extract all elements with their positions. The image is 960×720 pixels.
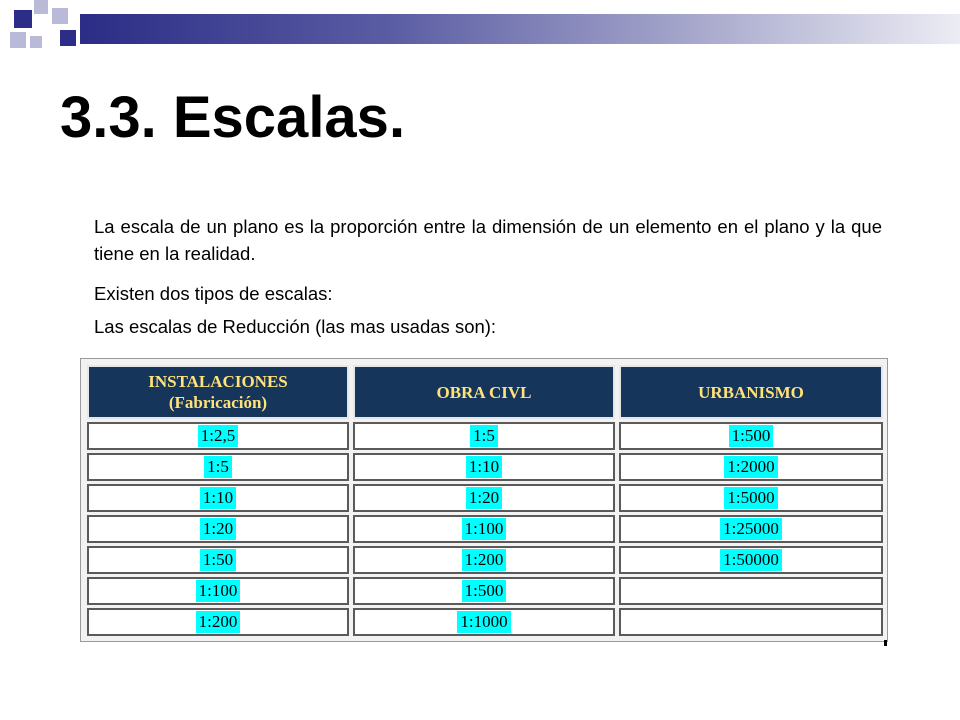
table-cell-obra-civil [353, 608, 615, 636]
scale-value: 1:10 [200, 487, 236, 509]
table-cell-urbanismo [619, 422, 883, 450]
table-cell-instalaciones [87, 515, 349, 543]
scale-value: 1:5 [470, 425, 498, 447]
scale-value: 1:500 [462, 580, 507, 602]
table-cell-obra-civil [353, 422, 615, 450]
definition-paragraph: La escala de un plano es la proporción entre la dimensión de un elemento en el plano y la que tiene en la realidad. [94, 216, 882, 264]
scale-value: 1:200 [462, 549, 507, 571]
table-cell-instalaciones [87, 453, 349, 481]
corner-square-3 [52, 8, 68, 24]
reduction-paragraph: Las escalas de Reducción (las mas usadas son): [94, 316, 497, 337]
scale-value: 1:1000 [457, 611, 510, 633]
table-cell-urbanismo [619, 577, 883, 605]
header-gradient-bar [80, 14, 960, 44]
table-cell-urbanismo [619, 515, 883, 543]
scale-value: 1:500 [729, 425, 774, 447]
scale-value: 1:5000 [724, 487, 777, 509]
corner-square-2 [34, 0, 48, 14]
table-cell-obra-civil [353, 453, 615, 481]
corner-square-4 [10, 32, 26, 48]
scale-value: 1:20 [466, 487, 502, 509]
types-paragraph: Existen dos tipos de escalas: [94, 283, 333, 304]
corner-square-6 [60, 30, 76, 46]
table-cell-urbanismo [619, 453, 883, 481]
scales-table [80, 358, 888, 642]
table-cell-obra-civil [353, 484, 615, 512]
table-cell-urbanismo [619, 484, 883, 512]
table-cell-obra-civil [353, 546, 615, 574]
table-cell-instalaciones [87, 608, 349, 636]
table-cell-instalaciones [87, 546, 349, 574]
corner-square-1 [14, 10, 32, 28]
table-cell-instalaciones [87, 422, 349, 450]
slide-title: 3.3. Escalas. [60, 85, 406, 150]
scale-value: 1:200 [196, 611, 241, 633]
scale-value: 1:20 [200, 518, 236, 540]
scale-value: 1:50000 [720, 549, 782, 571]
corner-square-5 [30, 36, 42, 48]
table-cell-instalaciones [87, 577, 349, 605]
table-cell-obra-civil [353, 577, 615, 605]
scale-value: 1:10 [466, 456, 502, 478]
table-cell-instalaciones [87, 484, 349, 512]
scale-value: 1:100 [196, 580, 241, 602]
scale-value: 1:2,5 [198, 425, 238, 447]
scale-value: 1:2000 [724, 456, 777, 478]
scale-value: 1:5 [204, 456, 232, 478]
table-cell-obra-civil [353, 515, 615, 543]
corner-mark [884, 640, 887, 646]
header-instalaciones: INSTALACIONES (Fabricación) [87, 365, 349, 419]
scale-value: 1:25000 [720, 518, 782, 540]
header-urbanismo: URBANISMO [619, 365, 883, 419]
table-cell-urbanismo [619, 608, 883, 636]
table-cell-urbanismo [619, 546, 883, 574]
header-obra-civil: OBRA CIVL [353, 365, 615, 419]
scale-value: 1:50 [200, 549, 236, 571]
scale-value: 1:100 [462, 518, 507, 540]
